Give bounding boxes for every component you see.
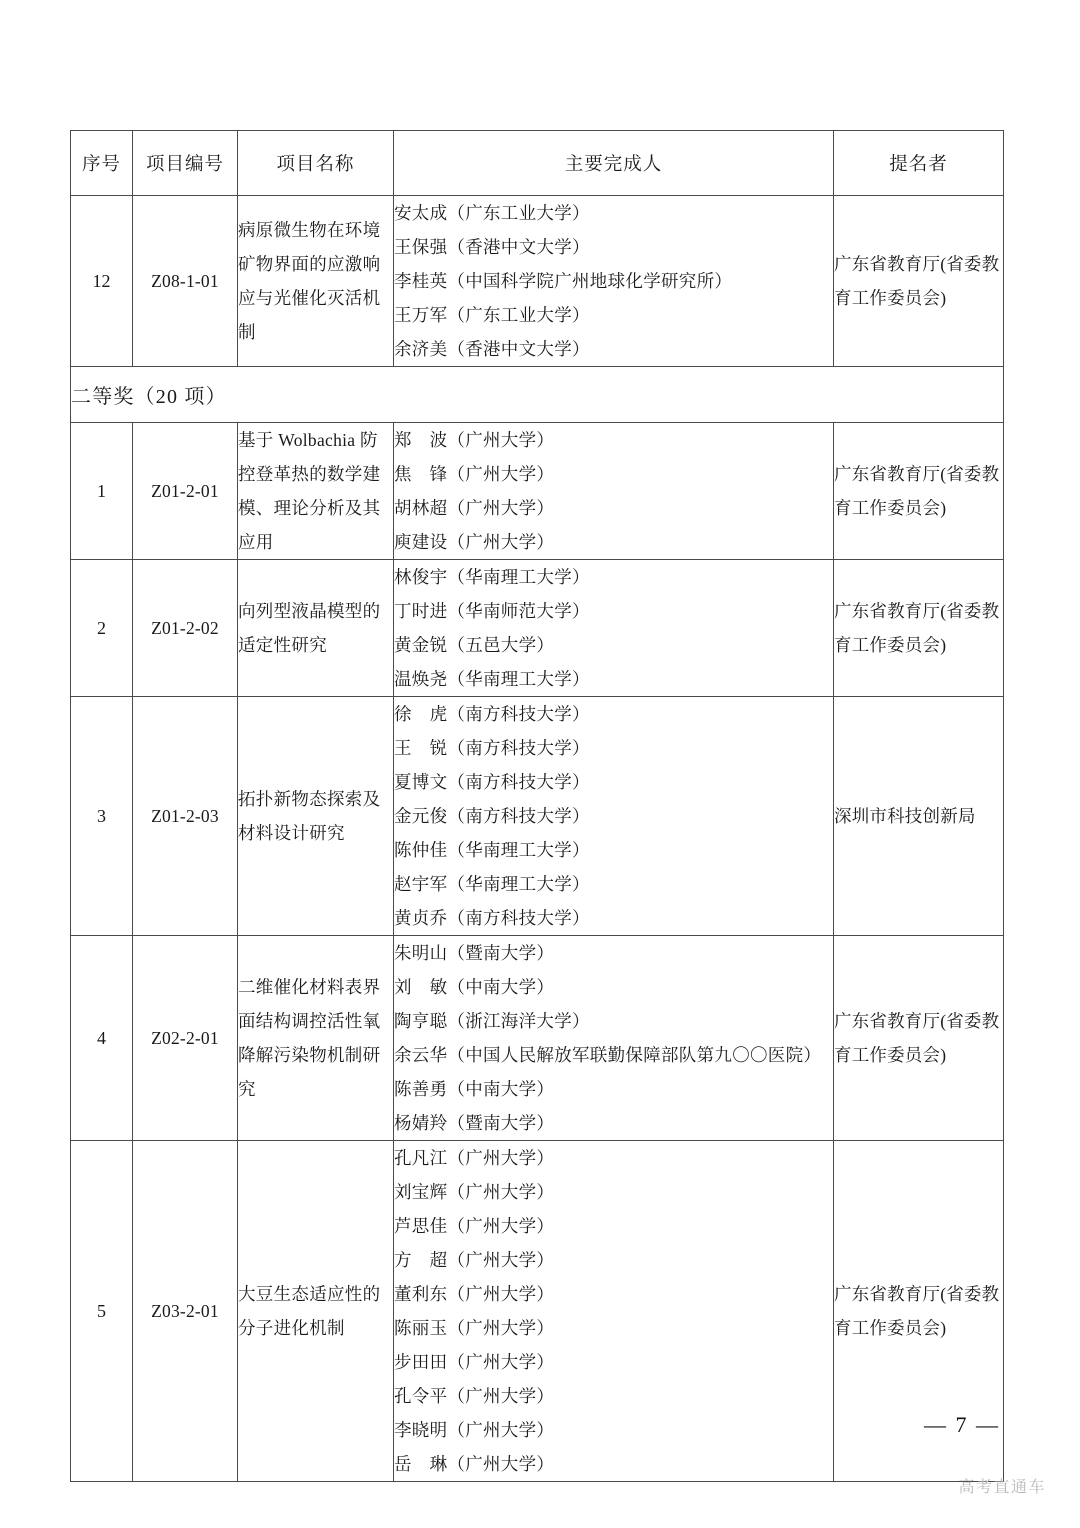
table-row: [71, 423, 1004, 560]
cell-project-code: Z08-1-01: [133, 196, 238, 367]
contributor-line: 黄贞乔（南方科技大学）: [394, 908, 590, 928]
contributor-line: 丁时进（华南师范大学）: [394, 601, 590, 621]
cell-seq: 2: [71, 560, 133, 697]
cell-project-name: 病原微生物在环境矿物界面的应激响应与光催化灭活机制: [238, 196, 394, 367]
cell-project-name: 大豆生态适应性的分子进化机制: [238, 1141, 394, 1482]
contributor-line: 余云华（中国人民解放军联勤保障部队第九〇〇医院）: [394, 1045, 822, 1065]
contributor-line: 焦 锋（广州大学）: [394, 464, 555, 484]
contributor-line: 陈善勇（中南大学）: [394, 1079, 555, 1099]
cell-project-name: 基于 Wolbachia 防控登革热的数学建模、理论分析及其应用: [238, 423, 394, 560]
contributor-line: 黄金锐（五邑大学）: [394, 635, 555, 655]
contributor-line: 温焕尧（华南理工大学）: [394, 669, 590, 689]
cell-project-code: Z01-2-01: [133, 423, 238, 560]
contributor-line: 王保强（香港中文大学）: [394, 237, 590, 257]
award-list-table: [70, 130, 1004, 1482]
cell-seq: 4: [71, 936, 133, 1141]
column-header-project-name: 项目名称: [238, 131, 394, 196]
table-row: [71, 697, 1004, 936]
column-header-code: 项目编号: [133, 131, 238, 196]
contributor-line: 陶亨聪（浙江海洋大学）: [394, 1011, 590, 1031]
watermark: 高考直通车: [958, 1479, 1046, 1496]
contributor-line: 方 超（广州大学）: [394, 1250, 555, 1270]
contributor-line: 郑 波（广州大学）: [394, 430, 555, 450]
cell-project-code: Z02-2-01: [133, 936, 238, 1141]
cell-main-contributors: [394, 697, 834, 936]
section-heading-row: [71, 367, 1004, 423]
table-header-row: [71, 131, 1004, 196]
cell-project-name: 向列型液晶模型的适定性研究: [238, 560, 394, 697]
cell-project-name: 拓扑新物态探索及材料设计研究: [238, 697, 394, 936]
contributor-line: 林俊宇（华南理工大学）: [394, 567, 590, 587]
table-header: [71, 131, 1004, 196]
contributor-line: 李桂英（中国科学院广州地球化学研究所）: [394, 271, 733, 291]
contributor-line: 步田田（广州大学）: [394, 1352, 555, 1372]
cell-project-code: Z01-2-02: [133, 560, 238, 697]
column-header-seq: 序号: [71, 131, 133, 196]
contributor-line: 岳 琳（广州大学）: [394, 1454, 555, 1474]
contributor-line: 庾建设（广州大学）: [394, 532, 555, 552]
contributor-line: 陈仲佳（华南理工大学）: [394, 840, 590, 860]
contributor-line: 刘宝辉（广州大学）: [394, 1182, 555, 1202]
table-row: [71, 936, 1004, 1141]
contributor-line: 芦思佳（广州大学）: [394, 1216, 555, 1236]
contributor-line: 王 锐（南方科技大学）: [394, 738, 590, 758]
contributor-line: 余济美（香港中文大学）: [394, 339, 590, 359]
contributor-line: 赵宇军（华南理工大学）: [394, 874, 590, 894]
cell-nominator: 广东省教育厅(省委教育工作委员会): [834, 196, 1004, 367]
contributor-line: 安太成（广东工业大学）: [394, 203, 590, 223]
contributor-line: 金元俊（南方科技大学）: [394, 806, 590, 826]
contributor-line: 夏博文（南方科技大学）: [394, 772, 590, 792]
cell-main-contributors: [394, 936, 834, 1141]
contributor-line: 李晓明（广州大学）: [394, 1420, 555, 1440]
cell-project-code: Z01-2-03: [133, 697, 238, 936]
cell-main-contributors: [394, 423, 834, 560]
cell-nominator: 广东省教育厅(省委教育工作委员会): [834, 560, 1004, 697]
contributor-line: 胡林超（广州大学）: [394, 498, 555, 518]
contributor-line: 孔凡江（广州大学）: [394, 1148, 555, 1168]
cell-main-contributors: [394, 560, 834, 697]
cell-seq: 3: [71, 697, 133, 936]
contributor-line: 徐 虎（南方科技大学）: [394, 704, 590, 724]
cell-nominator: 广东省教育厅(省委教育工作委员会): [834, 423, 1004, 560]
contributor-line: 刘 敏（中南大学）: [394, 977, 555, 997]
cell-nominator: 深圳市科技创新局: [834, 697, 1004, 936]
page-number: — 7 —: [924, 1412, 1000, 1437]
cell-project-name: 二维催化材料表界面结构调控活性氧降解污染物机制研究: [238, 936, 394, 1141]
contributor-line: 杨婧羚（暨南大学）: [394, 1113, 555, 1133]
column-header-nominator: 提名者: [834, 131, 1004, 196]
table-row: [71, 560, 1004, 697]
column-header-main-contributors: 主要完成人: [394, 131, 834, 196]
cell-project-code: Z03-2-01: [133, 1141, 238, 1482]
contributor-line: 陈丽玉（广州大学）: [394, 1318, 555, 1338]
table-row: [71, 196, 1004, 367]
cell-seq: 5: [71, 1141, 133, 1482]
contributor-line: 董利东（广州大学）: [394, 1284, 555, 1304]
table-body: [71, 196, 1004, 1482]
cell-seq: 1: [71, 423, 133, 560]
contributor-line: 王万军（广东工业大学）: [394, 305, 590, 325]
cell-main-contributors: [394, 196, 834, 367]
cell-nominator: 广东省教育厅(省委教育工作委员会): [834, 936, 1004, 1141]
contributor-line: 朱明山（暨南大学）: [394, 943, 555, 963]
cell-seq: 12: [71, 196, 133, 367]
contributor-line: 孔令平（广州大学）: [394, 1386, 555, 1406]
section-heading-label: 二等奖（20 项）: [71, 367, 1004, 423]
cell-nominator: 广东省教育厅(省委教育工作委员会): [834, 1141, 1004, 1482]
